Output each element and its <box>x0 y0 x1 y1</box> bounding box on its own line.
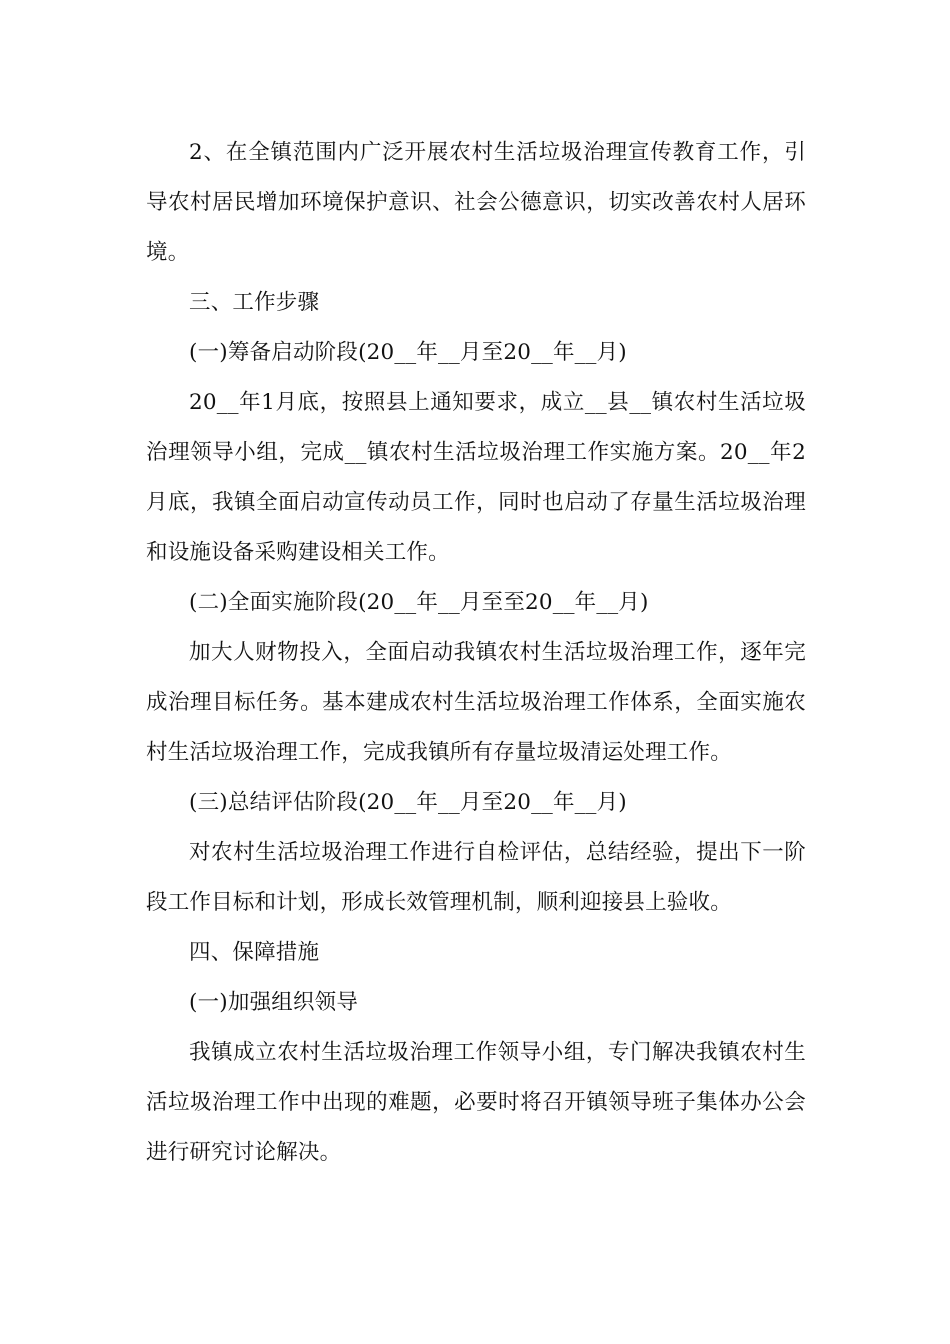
paragraph-organizational-leadership: 我镇成立农村生活垃圾治理工作领导小组，专门解决我镇农村生活垃圾治理工作中出现的难题，必要时将召开镇领导班子集体办公会进行研究讨论解决。 <box>146 1040 806 1165</box>
paragraph-preparation-stage: 20__年1月底，按照县上通知要求，成立__县__镇农村生活垃圾治理领导小组，完成__镇农村生活垃圾治理工作实施方案。20__年2月底，我镇全面启动宣传动员工作，同时也启动了存量生活垃圾治理和设施设备采购建设相关工作。 <box>146 390 806 565</box>
section-heading-safeguards: 四、保障措施 <box>189 940 320 965</box>
section-heading-work-steps: 三、工作步骤 <box>189 290 320 315</box>
paragraph-evaluation-stage: 对农村生活垃圾治理工作进行自检评估，总结经验，提出下一阶段工作目标和计划，形成长效管理机制，顺利迎接县上验收。 <box>146 840 806 915</box>
subheading-preparation-stage: (一)筹备启动阶段(20__年__月至20__年__月) <box>189 340 627 365</box>
subheading-implementation-stage: (二)全面实施阶段(20__年__月至至20__年__月) <box>189 590 649 615</box>
subheading-evaluation-stage: (三)总结评估阶段(20__年__月至20__年__月) <box>189 790 627 815</box>
document-body <box>146 128 806 1178</box>
paragraph-publicity-education: 2、在全镇范围内广泛开展农村生活垃圾治理宣传教育工作，引导农村居民增加环境保护意识、社会公德意识，切实改善农村人居环境。 <box>146 140 806 265</box>
paragraph-implementation-stage: 加大人财物投入，全面启动我镇农村生活垃圾治理工作，逐年完成治理目标任务。基本建成农村生活垃圾治理工作体系，全面实施农村生活垃圾治理工作，完成我镇所有存量垃圾清运处理工作。 <box>146 640 806 765</box>
subheading-organizational-leadership: (一)加强组织领导 <box>189 990 359 1015</box>
